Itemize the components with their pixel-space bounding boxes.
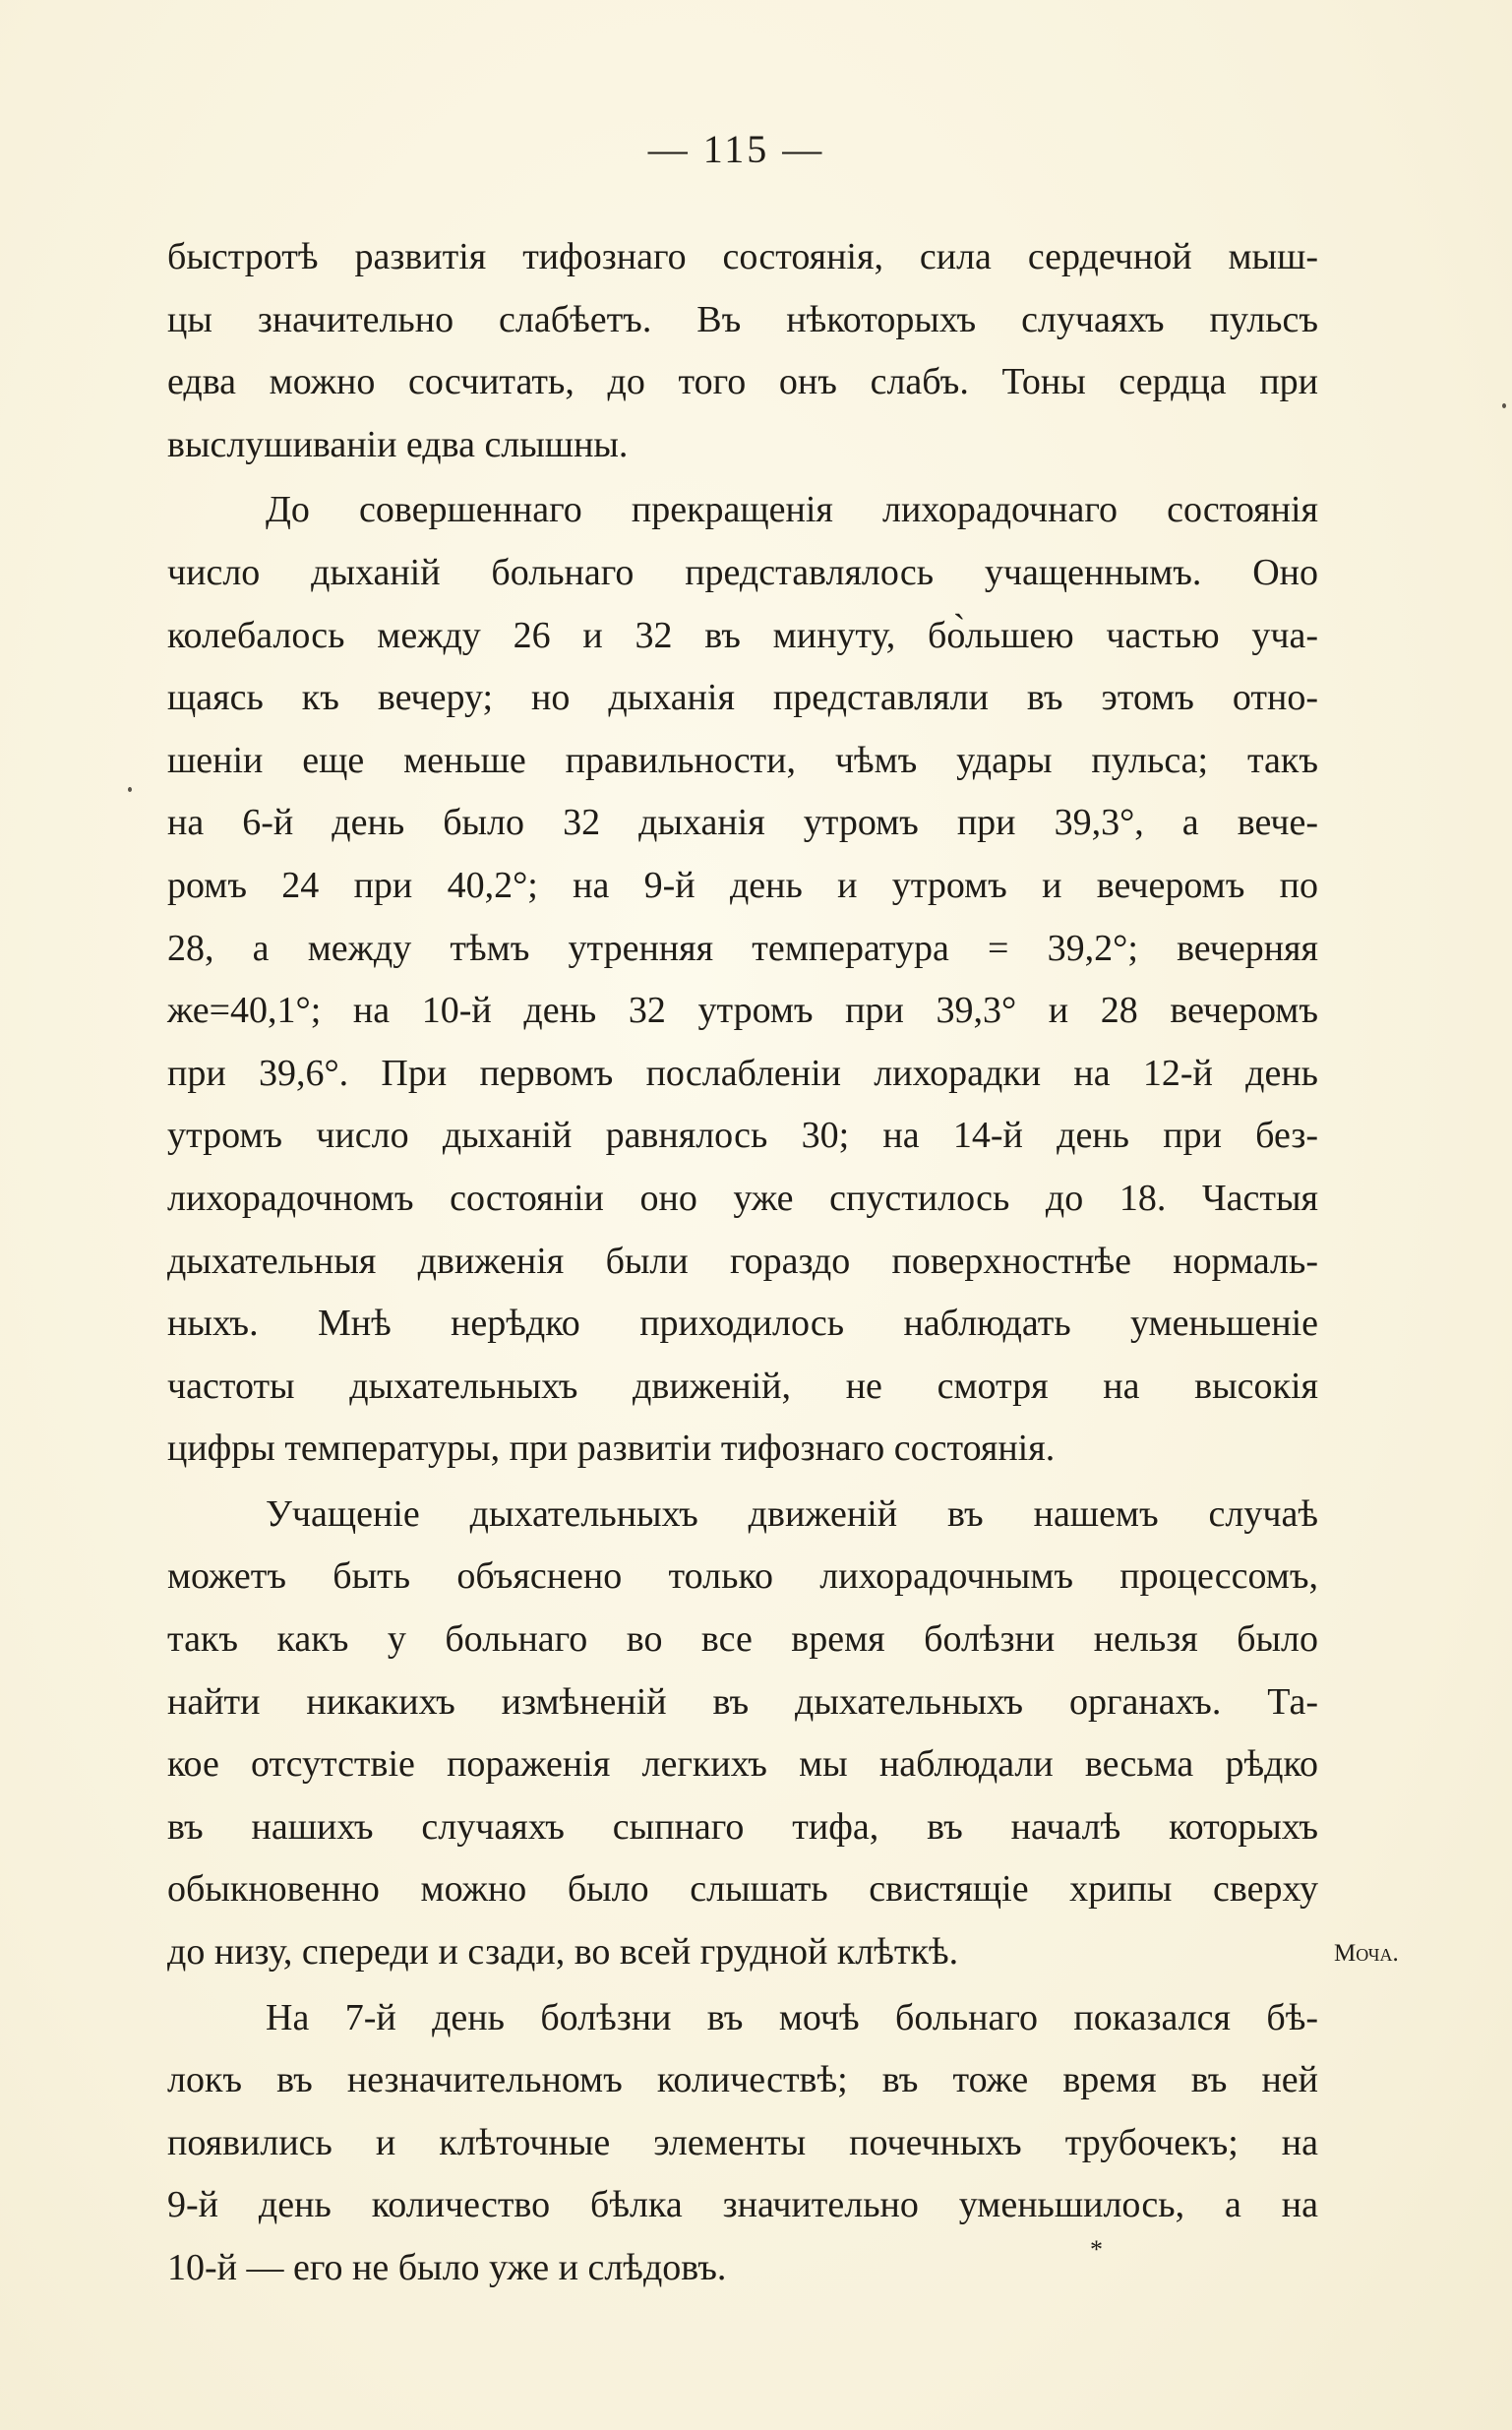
ink-speck: [1502, 403, 1506, 408]
text-line: утромъ число дыханій равнялось 30; на 14-й день при без-: [167, 1115, 1318, 1157]
text-line: ныхъ. Мнѣ нерѣдко приходилось наблюдать уменьшеніе: [167, 1303, 1318, 1345]
paragraph-4: [167, 1987, 1318, 2300]
text-line: цифры температуры, при развитіи тифознаго состоянія.: [167, 1428, 1056, 1470]
text-line: можетъ быть объяснено только лихорадочнымъ процессомъ,: [167, 1555, 1318, 1598]
text-line: 10-й — его не было уже и слѣдовъ.: [167, 2247, 727, 2288]
text-line: На 7-й день болѣзни въ мочѣ больнаго показался бѣ-: [266, 1996, 1318, 2038]
text-line: въ нашихъ случаяхъ сыпнаго тифа, въ началѣ которыхъ: [167, 1805, 1318, 1848]
paragraph-1: [167, 226, 1318, 476]
text-line: найти никакихъ измѣненій въ дыхательныхъ органахъ. Та-: [167, 1680, 1318, 1723]
text-line: число дыханій больнаго представлялось учащеннымъ. Оно: [167, 551, 1318, 593]
text-line: частоты дыхательныхъ движеній, не смотря на высокія: [167, 1365, 1318, 1407]
footer-mark: *: [1090, 2235, 1103, 2264]
text-line: шеніи еще меньше правильности, чѣмъ удары пульса; такъ: [167, 739, 1318, 781]
paragraph-3: [167, 1484, 1318, 1984]
text-line: до низу, спереди и сзади, во всей грудной клѣткѣ.: [167, 1931, 959, 1974]
text-line: колебалось между 26 и 32 въ минуту, бо̀льшею частью уча-: [167, 614, 1318, 656]
text-line: на 6-й день было 32 дыханія утромъ при 39,3°, а вече-: [167, 802, 1318, 844]
text-line: обыкновенно можно было слышать свистящіе хрипы сверху: [167, 1868, 1318, 1911]
page-number: — 115 —: [647, 127, 825, 171]
text-line: До совершеннаго прекращенія лихорадочнаго состоянія: [266, 489, 1318, 531]
text-line: локъ въ незначительномъ количествѣ; въ тоже время въ ней: [167, 2059, 1318, 2101]
text-line: цы значительно слабѣетъ. Въ нѣкоторыхъ случаяхъ пульсъ: [167, 298, 1318, 340]
margin-note: Моча.: [1334, 1940, 1399, 1967]
text-line: выслушиваніи едва слышны.: [167, 423, 629, 465]
text-line: кое отсутствіе пораженія легкихъ мы наблюдали весьма рѣдко: [167, 1743, 1318, 1786]
text-line: едва можно сосчитать, до того онъ слабъ. Тоны сердца при: [167, 361, 1318, 403]
text-line: дыхательныя движенія были гораздо поверхностнѣе нормаль-: [167, 1240, 1318, 1282]
text-line: такъ какъ у больнаго во все время болѣзни нельзя было: [167, 1618, 1318, 1661]
paragraph-2: [167, 479, 1318, 1481]
text-line: 28, а между тѣмъ утренняя температура = 39,2°; вечерняя: [167, 927, 1318, 969]
text-line: Учащеніе дыхательныхъ движеній въ нашемъ случаѣ: [266, 1492, 1318, 1535]
body-text: [167, 226, 1318, 2300]
text-line: же=40,1°; на 10-й день 32 утромъ при 39,3° и 28 вечеромъ: [167, 990, 1318, 1032]
text-line: ромъ 24 при 40,2°; на 9-й день и утромъ и вечеромъ по: [167, 864, 1318, 906]
text-line: 9-й день количество бѣлка значительно уменьшилось, а на: [167, 2184, 1318, 2226]
text-line: появились и клѣточные элементы почечныхъ трубочекъ; на: [167, 2121, 1318, 2163]
text-line: быстротѣ развитія тифознаго состоянія, сила сердечной мыш-: [167, 236, 1318, 277]
text-line: лихорадочномъ состояніи оно уже спустилось до 18. Частыя: [167, 1177, 1318, 1219]
text-line: щаясь къ вечеру; но дыханія представляли въ этомъ отно-: [167, 677, 1318, 719]
ink-speck: [128, 787, 132, 792]
text-line: при 39,6°. При первомъ послабленіи лихорадки на 12-й день: [167, 1052, 1318, 1094]
